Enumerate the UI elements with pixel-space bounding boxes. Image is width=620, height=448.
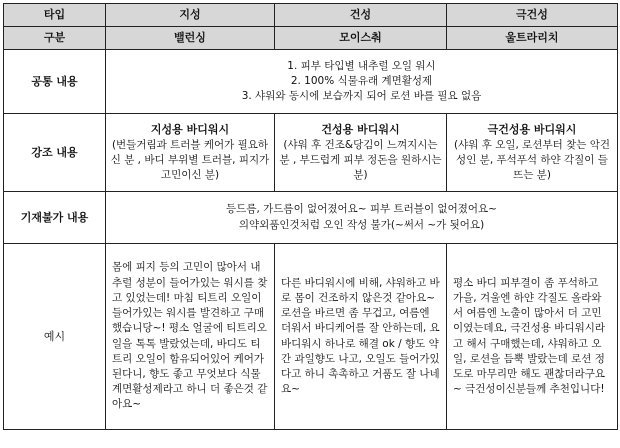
example-very-dry: 평소 바디 피부결이 좀 푸석하고 가을, 겨울엔 하얀 각질도 올라와서 여름엔 노출이 많아서 더 고민이였는데요, 극건성용 바디워시라고 해서 구매했는데, 샤워하고 오일, 로션을 듬뿍 발랐는데 로션 정도로 마무리만 해도 괜찮더라구요~ 극건성이신분들께 추천입니다! bbox=[447, 244, 618, 430]
example-oily: 몸에 피지 등의 고민이 많아서 내추럴 성분이 들어가있는 워시를 찾고 있었는데! 마침 티트리 오일이 들어가있는 워시를 발견하고 구매했습니당~! 평소 얼굴에 티트리오일을 톡톡 발랐었는데, 바디도 티트리 오일이 함유되어있어 케어가 된다니, 향도 좋고 무엇보다 식물계면활성제라고 하니 더 좋은것 같아요~ bbox=[106, 244, 275, 430]
emphasis-very-dry-cell bbox=[447, 114, 618, 192]
header-ultra-rich: 울트라리치 bbox=[447, 27, 618, 50]
emphasis-dry-title: 건성용 바디워시 bbox=[321, 122, 400, 136]
forbidden-line-1: 등드름, 가드름이 없어졌어요~ 피부 트러블이 없어졌어요~ bbox=[226, 203, 497, 216]
emphasis-dry-cell bbox=[275, 114, 447, 192]
forbidden-content bbox=[106, 192, 618, 244]
header-type-label: 타입 bbox=[4, 4, 106, 27]
forbidden-label: 기재불가 내용 bbox=[4, 192, 106, 244]
emphasis-very-dry-title: 극건성용 바디워시 bbox=[487, 122, 577, 136]
common-content bbox=[106, 50, 618, 114]
emphasis-oily-body: (번들거림과 트러블 케어가 필요하신 분 , 바디 부위별 트러블, 피지가 고민이신 분) bbox=[110, 138, 270, 182]
emphasis-label: 강조 내용 bbox=[4, 114, 106, 192]
header-oily: 지성 bbox=[106, 4, 275, 27]
header-dry: 건성 bbox=[275, 4, 447, 27]
header-moisture: 모이스춰 bbox=[275, 27, 447, 50]
header-row-category bbox=[4, 27, 618, 50]
forbidden-line-2: 의약외품인것처럼 오인 작성 불가(~써서 ~가 됫어요) bbox=[238, 218, 485, 231]
header-category-label: 구분 bbox=[4, 27, 106, 50]
example-dry: 다른 바디워시에 비해, 샤워하고 바로 몸이 건조하지 않은것 같아요~ 로션을 바르면 좀 무겁고, 여름엔 더워서 바디케어를 잘 안하는데, 요 바디워시 하나로 해결 ok / 향도 약간 과일향도 나고, 오일도 들어가있다고 하니 촉촉하고 거품도 잘 나네요~ bbox=[275, 244, 447, 430]
forbidden-row bbox=[4, 192, 618, 244]
common-line-1: 1. 피부 타입별 내추럴 오일 워시 bbox=[287, 59, 436, 72]
emphasis-row bbox=[4, 114, 618, 192]
common-label: 공통 내용 bbox=[4, 50, 106, 114]
example-row bbox=[4, 244, 618, 430]
emphasis-oily-title: 지성용 바디워시 bbox=[150, 122, 230, 136]
common-row bbox=[4, 50, 618, 114]
example-label: 예시 bbox=[4, 244, 106, 430]
emphasis-oily-cell bbox=[106, 114, 275, 192]
header-very-dry: 극건성 bbox=[447, 4, 618, 27]
header-balancing: 밸런싱 bbox=[106, 27, 275, 50]
header-row-type bbox=[4, 4, 618, 27]
common-line-2: 2. 100% 식물유래 계면활성제 bbox=[290, 74, 433, 87]
emphasis-very-dry-body: (샤워 후 오일, 로션부터 찾는 악건성인 분, 푸석푸석 하얀 각질이 들 뜨는 분) bbox=[454, 138, 610, 182]
emphasis-dry-body: (샤워 후 건조&당김이 느껴지시는 분 , 부드럽게 피부 정돈을 원하시는 분) bbox=[279, 138, 442, 182]
common-line-3: 3. 샤워와 동시에 보습까지 되어 로션 바를 필요 없음 bbox=[241, 90, 482, 103]
product-guide-table bbox=[3, 3, 618, 430]
